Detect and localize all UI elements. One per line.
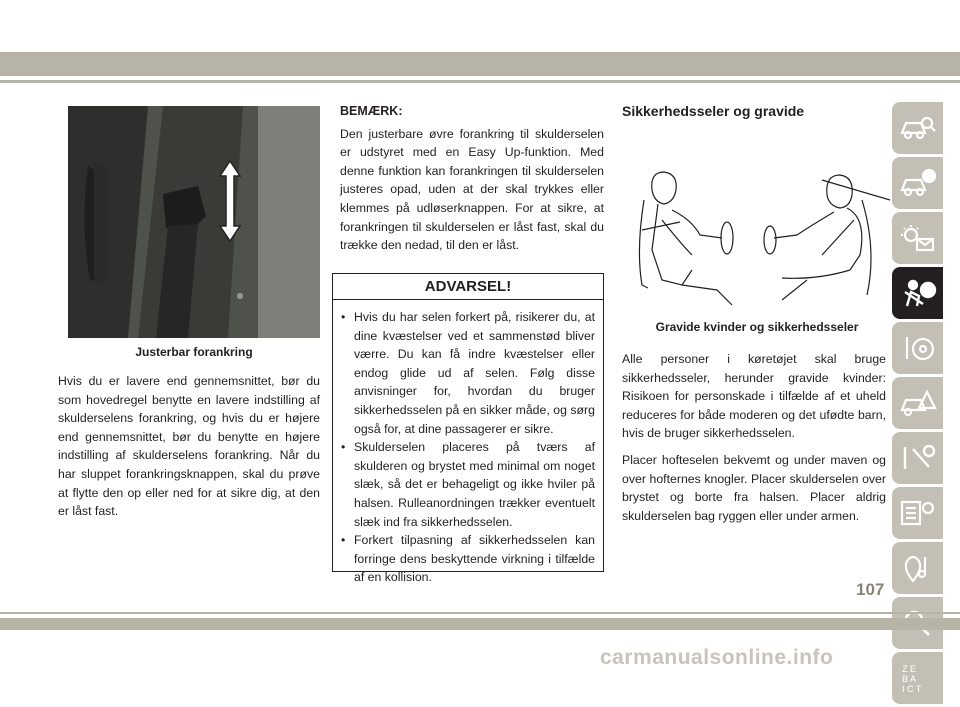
footer-rule <box>0 612 960 614</box>
index-letters: I C T <box>901 684 921 694</box>
note-paragraph: Den justerbare øvre forankring til skulderselen er udstyret med en Easy Up-funktion. Med denne funktion kan forankringen til skulderselen justeres opad, uden at der skal trykkes eller klemmes på udløserknappen. For at sikre, at forankringen til skulderselen er låst fast, skal du trække den nedad, til den er låst. <box>340 126 604 253</box>
tab-safety[interactable] <box>892 267 943 319</box>
footer-band <box>0 618 960 630</box>
warning-title: ADVARSEL! <box>333 274 603 300</box>
tab-checklist[interactable] <box>892 487 943 539</box>
header-band <box>0 52 960 76</box>
section-title: Sikkerhedsseler og gravide <box>622 103 805 119</box>
warning-item: • Skulderselen placeres på tværs af skulderen og brystet med minimal om noget slæk, så det er behageligt og ikke hviler på halsen. Rulleanordningen trækker eventuelt slæk ind fra sikkerhedsselen. <box>341 438 595 531</box>
right-column-text <box>622 350 886 533</box>
checklist-gear-icon <box>899 498 937 528</box>
tab-car-info[interactable] <box>892 157 943 209</box>
index-letters: B A <box>901 674 916 684</box>
car-warning-icon <box>899 388 937 418</box>
tools-icon <box>899 443 937 473</box>
index-letters: Z E <box>901 664 916 674</box>
note-block <box>340 102 604 263</box>
warning-item: • Forkert tilpasning af sikkerhedsselen kan forringe dens beskyttende virkning i tilfælde af en kollision. <box>341 531 595 587</box>
pregnant-paragraph-1: Alle personer i køretøjet skal bruge sikkerhedsseler, herunder gravide kvinder: Risikoen for personskade i tilfælde af et uheld reduceres for både moderen og det ufødte barn, hvis de bruger sikkerhedsselen. <box>622 352 886 441</box>
safety-airbag-icon <box>899 278 937 308</box>
tab-car-search[interactable] <box>892 102 943 154</box>
anchor-adjust-paragraph: Hvis du er lavere end gennemsnittet, bør du som hovedregel benytte en lavere indstilling af skulderselens forankring, og hvis du er højere end gennemsnittet, bør du benytte en højere indstilling af skulderselens forankring. Når du har sluppet forankringsknappen, skal du prøve at flytte den op eller ned for at sikre dig, at den er låst fast. <box>58 374 320 519</box>
page-number: 107 <box>856 580 885 599</box>
chapter-tabs <box>892 102 943 707</box>
warning-list <box>341 308 595 587</box>
tab-warning-lights[interactable] <box>892 212 943 264</box>
warning-item: • Hvis du har selen forkert på, risikerer du, at dine kvæstelser ved et sammenstød bliver værre. Du kan få indre kvæstelser eller endog glide ud af selen. Følg disse anvisninger for, hvordan du bruger sikkerhedsselen på en sikker måde, og sørg også for, at dine passagerer er sikre. <box>341 308 595 438</box>
pregnant-figure-caption: Gravide kvinder og sikkerhedsseler <box>655 320 859 334</box>
left-column-text <box>58 372 320 529</box>
pregnant-driver-illustration <box>622 160 892 315</box>
anchor-figure-caption: Justerbar forankring <box>135 345 253 359</box>
tab-music-location[interactable] <box>892 542 943 594</box>
steering-wheel-icon <box>899 333 937 363</box>
music-location-icon <box>899 553 937 583</box>
pregnant-women-figure <box>622 160 892 315</box>
car-info-icon <box>899 168 937 198</box>
index-alphabet-icon <box>899 660 937 696</box>
tab-tools[interactable] <box>892 432 943 484</box>
note-heading: BEMÆRK: <box>340 104 403 118</box>
tab-car-warning[interactable] <box>892 377 943 429</box>
warning-lights-icon <box>899 223 937 253</box>
seatbelt-anchor-illustration <box>68 106 320 338</box>
warning-box <box>332 273 604 585</box>
watermark: carmanualsonline.info <box>600 646 834 669</box>
tab-steering[interactable] <box>892 322 943 374</box>
pregnant-paragraph-2: Placer hofteselen bekvemt og under maven og over hofternes knogler. Placer skulderselen over brystet og borte fra halsen. Placer aldrig skulderselen bag ryggen eller under armen. <box>622 452 886 523</box>
car-search-icon <box>899 113 937 143</box>
header-rule <box>0 80 960 83</box>
tab-index[interactable] <box>892 652 943 704</box>
adjustable-anchor-photo <box>68 106 320 338</box>
